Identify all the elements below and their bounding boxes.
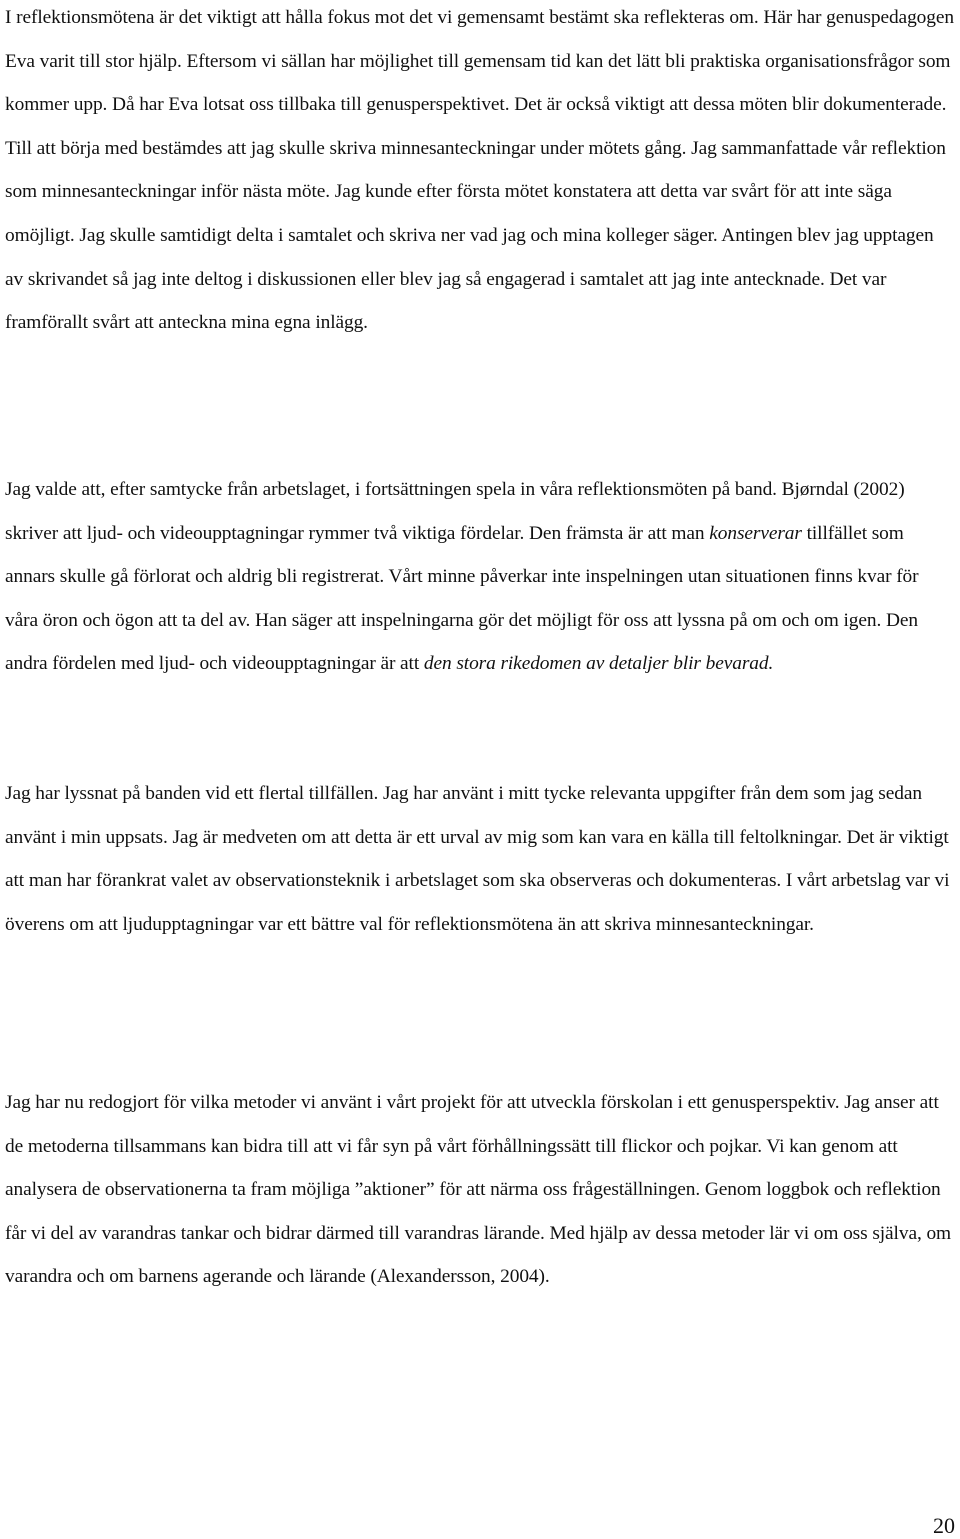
page-number: 20 <box>933 1513 955 1538</box>
emphasis-detail-richness: den stora rikedomen av detaljer blir bevarad. <box>423 653 774 675</box>
recordings-text-start: Jag valde att, efter samtycke från arbetslaget, i fortsättningen spela in våra reflektionsmöten på band. Bjørndal (2002) skriver att ljud- och videoupptagningar rymmer två viktiga fördelar. Den främsta är att man <box>5 479 905 544</box>
paragraph-methods-summary: Jag har nu redogjort för vilka metoder vi använt i vårt projekt för att utveckla förskolan i ett genusperspektiv. Jag anser att de metoderna tillsammans kan bidra till att vi får syn på vårt förhållningssätt till flickor och pojkar. Vi kan genom att analysera de observationerna ta fram möjliga ”aktioner” för att närma oss frågeställningen. Genom loggbok och reflektion får vi del av varandras tankar och bidrar därmed till varandras lärande. Med hjälp av dessa metoder lär vi om oss själva, om varandra och om barnens agerande och lärande (Alexandersson, 2004). <box>5 1092 952 1288</box>
emphasis-konserverar: konserverar <box>709 522 802 544</box>
recordings-text-middle: tillfället som annars skulle gå förlorat och aldrig bli registrerat. Vårt minne påverkar inte inspelningen utan situationen finns kvar för våra öron och ögon att ta del av. Han säger att inspelningarna gör det möjligt för oss att lyssna på om och om igen. Den andra fördelen med ljud- och videoupptagningar är att <box>5 522 919 675</box>
paragraph-recordings <box>5 468 955 686</box>
paragraph-reflection-meetings: I reflektionsmötena är det viktigt att hålla fokus mot det vi gemensamt bestämt ska reflekteras om. Här har genuspedagogen Eva varit till stor hjälp. Eftersom vi sällan har möjlighet till gemensam tid kan det lätt bli praktiska organisationsfrågor som kommer upp. Då har Eva lotsat oss tillbaka till genusperspektivet. Det är också viktigt att dessa möten blir dokumenterade. Till att börja med bestämdes att jag skulle skriva minnesanteckningar under mötets gång. Jag sammanfattade vår reflektion som minnesanteckningar inför nästa möte. Jag kunde efter första mötet konstatera att detta var svårt för att inte säga omöjligt. Jag skulle samtidigt delta i samtalet och skriva ner vad jag och mina kolleger säger. Antingen blev jag upptagen av skrivandet så jag inte deltog i diskussionen eller blev jag så engagerad i samtalet att jag inte antecknade. Det var framförallt svårt att anteckna mina egna inlägg. <box>5 7 954 334</box>
paragraph-listening-to-tapes: Jag har lyssnat på banden vid ett flertal tillfällen. Jag har använt i mitt tycke relevanta uppgifter från dem som jag sedan använt i min uppsats. Jag är medveten om att detta är ett urval av mig som kan vara en källa till feltolkningar. Det är viktigt att man har förankrat valet av observationsteknik i arbetslaget som ska observeras och dokumenteras. I vårt arbetslag var vi överens om att ljudupptagningar var ett bättre val för reflektionsmötena än att skriva minnesanteckningar. <box>5 783 950 935</box>
